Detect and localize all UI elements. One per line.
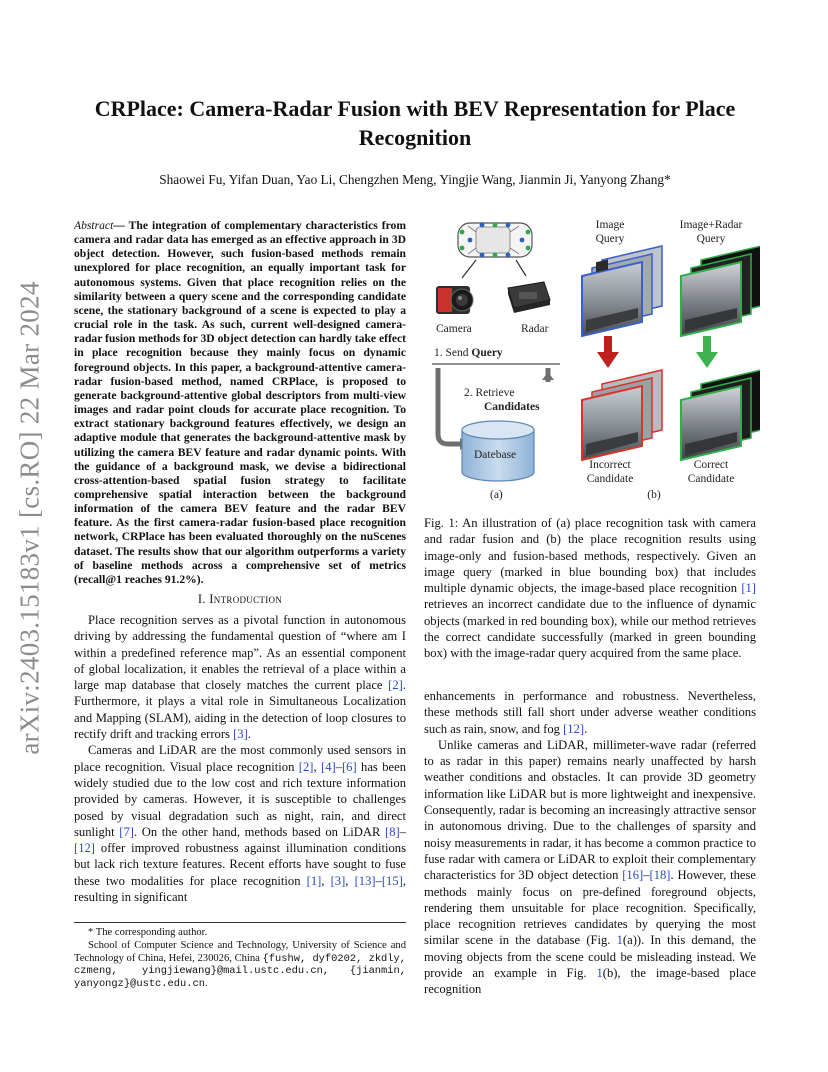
- database-label: Datebase: [474, 449, 517, 461]
- image-query-label: Image: [595, 219, 625, 231]
- correct-candidate-label-2: Candidate: [687, 473, 735, 485]
- correct-candidate-thumbnail: [681, 370, 760, 460]
- citation-link[interactable]: [1]: [741, 581, 756, 596]
- citation-link[interactable]: [3]: [233, 727, 248, 742]
- image-query-thumbnail: [582, 246, 662, 336]
- correct-candidate-label: Correct: [693, 459, 729, 471]
- footnote-corresponding: * The corresponding author.: [88, 927, 208, 938]
- abstract-text: — The integration of complementary characteristics from camera and radar data has emerged as an effective approach in 3D object detection. However, such fusion-based methods remain unexplored for place recognition, an equally important task for autonomous systems. Given that place recognition relies on the similarity between a query scene and the corresponding candidate scene, the stationary background of a scene is expected to play a crucial role in the task. As such, current well-designed camera-radar fusion methods for 3D object detection can hardly take effect in place recognition because they mainly focus on dynamic foreground objects. In this paper, a background-attentive camera-radar fusion-based method, named CRPlace, is proposed to generate background-attentive global descriptors from multi-view images and radar point clouds for accurate place recognition. To extract stationary background features effectively, we design an adaptive module that generates the background-attentive mask by utilizing the camera BEV feature and radar dynamic points. With the guidance of a background mask, we devise a bidirectional cross-attention-based spatial fusion strategy to facilitate comprehensive spatial interaction between the background information of the camera BEV feature and the radar BEV feature. As the first camera-radar fusion-based place recognition network, CRPlace has been evaluated thoroughly on the nuScenes dataset. The results show that our algorithm outperforms a variety of baseline methods across a comprehensive set of metrics (recall@1 reaches 91.2%).: [74, 219, 406, 586]
- retrieve-label: 2. Retrieve: [464, 387, 515, 399]
- author-list: Shaowei Fu, Yifan Duan, Yao Li, Chengzhen Meng, Yingjie Wang, Jianmin Ji, Yanyong Zhang*: [159, 172, 671, 187]
- citation-link[interactable]: [8]: [385, 824, 400, 839]
- retrieve-candidates-label: Candidates: [484, 401, 540, 413]
- incorrect-candidate-label: Incorrect: [589, 459, 631, 471]
- camera-icon: [436, 286, 473, 314]
- figure-1-caption: Fig. 1: An illustration of (a) place recognition task with camera and radar fusion and (b) the place recognition results using image-only and fusion-based methods, respectively. Given an image query (marked in blue bounding box) that includes multiple dynamic objects, the image-based place recognition [1] retrieves an incorrect candidate due to the influence of dynamic objects (marked in red bounding box), while our method retrieves the correct candidate successfully (marked in green bounding box) with the image-radar query acquired from the same place.: [424, 516, 756, 661]
- car-icon: [458, 223, 532, 258]
- citation-link[interactable]: [15]: [381, 873, 403, 888]
- intro-body: [74, 612, 406, 905]
- citation-link[interactable]: [7]: [119, 824, 134, 839]
- footnote-affiliation: School of Computer Science and Technology, University of Science and Technology of China, Hefei, 230026, China {fushw, dyf0202, zkdly, czmeng, yingjiewang}@mail.ustc.edu.cn, {jianmin, yanyongz}@ustc.edu.cn.: [74, 939, 406, 991]
- incorrect-candidate-label-2: Candidate: [586, 473, 634, 485]
- image-query-label-2: Query: [595, 233, 625, 245]
- arxiv-watermark: arXiv:2403.15183v1 [cs.RO] 22 Mar 2024: [14, 281, 45, 755]
- citation-link[interactable]: [6]: [341, 759, 357, 774]
- red-arrow-icon: [597, 336, 619, 368]
- footnote-emails: {fushw, dyf0202, zkdly, czmeng, yingjiewang}@mail.ustc.edu.cn,: [74, 952, 406, 978]
- image-radar-query-label-2: Query: [696, 233, 726, 245]
- image-radar-query-label: Image+Radar: [679, 219, 743, 231]
- camera-label: Camera: [436, 323, 472, 335]
- right-paragraph-1: enhancements in performance and robustness. Nevertheless, these methods still fall short under adverse weather conditions such as rain, snow, and fog [12].: [424, 689, 756, 736]
- send-query-label: 1. Send Query: [434, 347, 503, 359]
- subfigure-a-label: (a): [490, 489, 503, 501]
- citation-link[interactable]: [2]: [298, 759, 314, 774]
- section-title-introduction: I. Introduction: [197, 592, 283, 606]
- citation-link[interactable]: [4]: [321, 759, 336, 774]
- citation-link[interactable]: [12]: [563, 721, 585, 736]
- footnote-emails-2: {jianmin, yanyongz}@ustc.edu.cn: [74, 965, 406, 991]
- green-arrow-icon: [696, 336, 718, 368]
- citation-link[interactable]: [1]: [306, 873, 322, 888]
- abstract-label: Abstract: [74, 219, 114, 232]
- figure-reference-link[interactable]: 1: [616, 933, 623, 948]
- citation-link[interactable]: [16]: [622, 868, 644, 883]
- citation-link[interactable]: [13]: [354, 873, 376, 888]
- right-paragraph-2: Unlike cameras and LiDAR, millimeter-wave radar (referred to as radar in this paper) remains nearly unaffected by harsh weather conditions and obstacles. It can provide 3D geometry information like LiDAR but is more lightweight and inexpensive. Consequently, radar is becoming an increasingly attractive sensor in autonomous driving. Due to the challenges of sparsity and noisy measurements in radar, it has become a common practice to fuse radar with camera or LiDAR to exploit their complementary characteristics for 3D object detection [16]–[18]. However, these methods mainly focus on pre-defined foreground objects, rendering them unsuitable for place recognition. Specifically, place recognition retrieves candidates by querying the most similar scene in the database (Fig. 1(a)). In this demand, the moving objects from the scene could be misleading instead. We provide an example in Fig. 1(b), the image-based place recognition: [424, 737, 756, 997]
- footnote: [74, 922, 406, 991]
- intro-paragraph-2: Cameras and LiDAR are the most commonly used sensors in place recognition. Visual place recognition [2], [4]–[6] has been widely studied due to the low cost and rich texture information provided by cameras. However, it is susceptible to challenges posed by visual degradation such as night, rain, and direct sunlight [7]. On the other hand, methods based on LiDAR [8]–[12] offer improved robustness against illumination conditions but lack rich texture features. Recent efforts have sought to fuse these two modalities for place recognition [1], [3], [13]–[15], resulting in significant: [74, 743, 406, 905]
- figure-reference-link[interactable]: 1: [596, 966, 603, 981]
- right-column-body: [424, 688, 756, 998]
- figure-1: [424, 212, 760, 504]
- citation-link[interactable]: [3]: [330, 873, 346, 888]
- citation-link[interactable]: [12]: [74, 841, 95, 856]
- citation-link[interactable]: [18]: [649, 868, 671, 883]
- citation-link[interactable]: [2]: [388, 678, 403, 693]
- radar-icon: [508, 282, 550, 313]
- intro-paragraph-1: Place recognition serves as a pivotal function in autonomous driving by addressing the fundamental question of “where am I within a predefined reference map”. As an essential component of global localization, it enables the retrieval of a place within a large map database that closely matches the current place [2]. Furthermore, it plays a vital role in Simultaneous Localization and Mapping (SLAM), aiding in the detection of loop closures to rectify drift and tracking errors [3].: [74, 613, 406, 742]
- abstract: [74, 219, 406, 587]
- subfigure-b-label: (b): [647, 489, 661, 501]
- paper-title: CRPlace: Camera-Radar Fusion with BEV Representation for Place Recognition: [94, 96, 736, 150]
- incorrect-candidate-thumbnail: [582, 370, 662, 460]
- image-radar-query-thumbnail: [681, 246, 760, 336]
- radar-label: Radar: [521, 323, 549, 335]
